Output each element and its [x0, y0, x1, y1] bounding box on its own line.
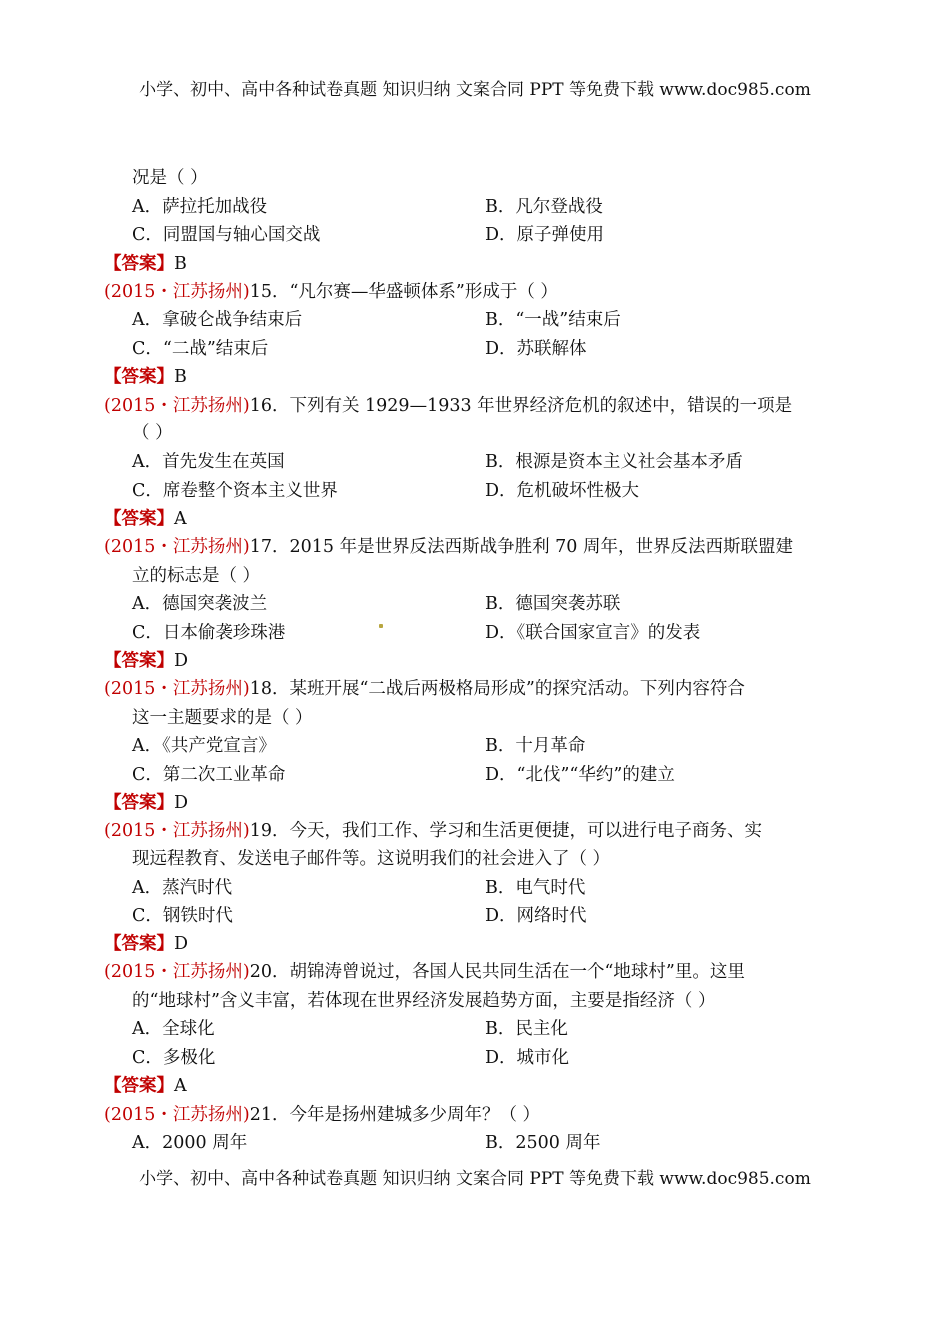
q21-stem-line: (2015・江苏扬州)21．今年是扬州建城多少周年？（ ）: [104, 1105, 541, 1125]
page-footer: 小学、初中、高中各种试卷真题 知识归纳 文案合同 PPT 等免费下载 www.doc985.com: [139, 1169, 811, 1189]
q17-source: (2015・江苏扬州): [104, 537, 250, 557]
q20-option-a: A．全球化: [132, 1019, 215, 1039]
q14-option-d: D．原子弹使用: [485, 225, 605, 245]
q15-answer: 【答案】B: [104, 367, 187, 387]
q15-option-c: C．“二战”结束后: [132, 339, 269, 359]
q20-stem-line: (2015・江苏扬州)20．胡锦涛曾说过，各国人民共同生活在一个“地球村”里。这里: [104, 962, 745, 982]
q16-source: (2015・江苏扬州): [104, 396, 250, 416]
q14-option-c: C．同盟国与轴心国交战: [132, 225, 321, 245]
q20-stem-line-2: 的“地球村”含义丰富，若体现在世界经济发展趋势方面，主要是指经济（ ）: [132, 991, 716, 1011]
q16-option-d: D．危机破坏性极大: [485, 481, 640, 501]
q20-source: (2015・江苏扬州): [104, 962, 250, 982]
q18-source: (2015・江苏扬州): [104, 679, 250, 699]
q18-stem-line-2: 这一主题要求的是（ ）: [132, 708, 313, 728]
q18-option-d: D．“北伐”“华约”的建立: [485, 765, 675, 785]
q20-option-c: C．多极化: [132, 1048, 216, 1068]
q17-stem-line: (2015・江苏扬州)17．2015 年是世界反法西斯战争胜利 70 周年，世界反法西斯联盟建: [104, 537, 793, 557]
q15-option-a: A．拿破仑战争结束后: [132, 310, 303, 330]
q20-option-d: D．城市化: [485, 1048, 570, 1068]
q15-stem-line: (2015・江苏扬州)15．“凡尔赛—华盛顿体系”形成于（ ）: [104, 282, 558, 302]
q19-option-b: B．电气时代: [485, 878, 586, 898]
page-header: 小学、初中、高中各种试卷真题 知识归纳 文案合同 PPT 等免费下载 www.doc985.com: [139, 80, 811, 100]
q16-option-c: C．席卷整个资本主义世界: [132, 481, 338, 501]
q19-answer: 【答案】D: [104, 934, 189, 954]
q17-option-b: B．德国突袭苏联: [485, 594, 621, 614]
q16-stem-line-2: （ ）: [132, 423, 173, 443]
q15-source: (2015・江苏扬州): [104, 282, 250, 302]
q16-option-b: B．根源是资本主义社会基本矛盾: [485, 452, 743, 472]
q17-answer: 【答案】D: [104, 651, 189, 671]
stray-dot: [379, 624, 383, 628]
q16-stem-line: (2015・江苏扬州)16．下列有关 1929—1933 年世界经济危机的叙述中，错误的一项是: [104, 396, 793, 416]
q21-option-a: A．2000 周年: [132, 1133, 248, 1153]
q19-option-d: D．网络时代: [485, 906, 587, 926]
q19-stem-line: (2015・江苏扬州)19．今天，我们工作、学习和生活更便捷，可以进行电子商务、实: [104, 821, 762, 841]
q18-option-b: B．十月革命: [485, 736, 586, 756]
q17-stem-line-2: 立的标志是（ ）: [132, 566, 261, 586]
q21-option-b: B．2500 周年: [485, 1133, 601, 1153]
q18-stem-line: (2015・江苏扬州)18．某班开展“二战后两极格局形成”的探究活动。下列内容符合: [104, 679, 745, 699]
q19-stem-line-2: 现远程教育、发送电子邮件等。这说明我们的社会进入了（ ）: [132, 849, 611, 869]
q19-source: (2015・江苏扬州): [104, 821, 250, 841]
q15-option-d: D．苏联解体: [485, 339, 587, 359]
q18-answer: 【答案】D: [104, 793, 189, 813]
q15-option-b: B．“一战”结束后: [485, 310, 621, 330]
q21-source: (2015・江苏扬州): [104, 1105, 250, 1125]
q16-answer: 【答案】A: [104, 509, 187, 529]
q20-answer: 【答案】A: [104, 1076, 187, 1096]
q18-option-a: A．《共产党宣言》: [132, 736, 276, 756]
q14-option-a: A．萨拉托加战役: [132, 197, 268, 217]
q17-option-d: D．《联合国家宣言》的发表: [485, 623, 701, 643]
q17-option-a: A．德国突袭波兰: [132, 594, 268, 614]
q19-option-c: C．钢铁时代: [132, 906, 233, 926]
q18-option-c: C．第二次工业革命: [132, 765, 286, 785]
q19-option-a: A．蒸汽时代: [132, 878, 233, 898]
q16-option-a: A．首先发生在英国: [132, 452, 285, 472]
q20-option-b: B．民主化: [485, 1019, 568, 1039]
q14-answer: 【答案】B: [104, 254, 187, 274]
q17-option-c: C．日本偷袭珍珠港: [132, 623, 286, 643]
q14-option-b: B．凡尔登战役: [485, 197, 603, 217]
q14-stem: 况是（ ）: [132, 168, 208, 188]
